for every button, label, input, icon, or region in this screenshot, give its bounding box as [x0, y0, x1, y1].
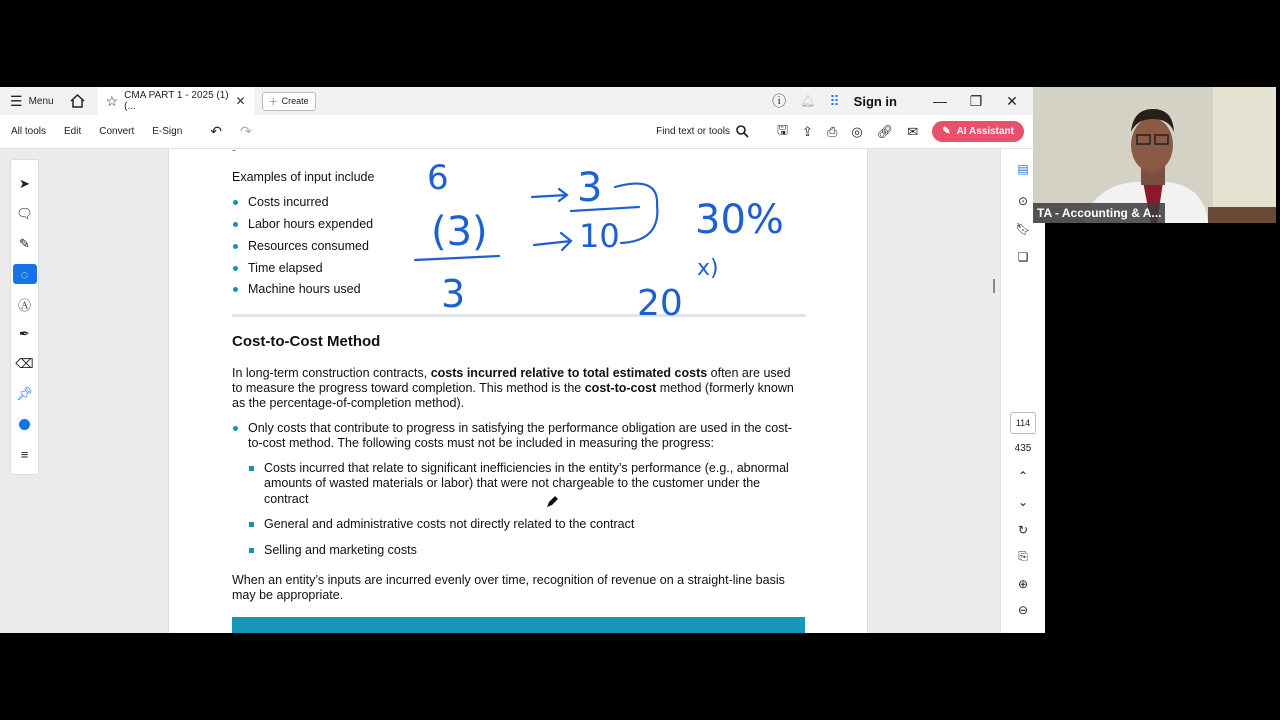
- close-tab-icon[interactable]: ✕: [235, 94, 246, 108]
- ai-icon: ✎: [942, 126, 951, 137]
- section-heading: Cost-to-Cost Method: [232, 333, 381, 350]
- color-picker-icon[interactable]: [13, 414, 37, 434]
- document-tab[interactable]: [98, 87, 254, 115]
- bullet-dot: [233, 426, 238, 431]
- sub-bullet-square: [249, 522, 254, 527]
- highlight-pen-icon[interactable]: ✎: [19, 236, 30, 251]
- create-label: Create: [281, 96, 309, 106]
- examples-intro: Examples of input include: [232, 170, 375, 184]
- total-pages: 435: [1014, 443, 1032, 454]
- all-tools-button[interactable]: All tools: [11, 126, 47, 137]
- paragraph-1-line-1: In long-term construction contracts, costs incurred relative to total estimated costs often are used: [232, 366, 791, 380]
- arrow-1: [532, 189, 567, 201]
- find-text-button[interactable]: [656, 125, 749, 138]
- ink-20: 20: [637, 283, 683, 320]
- input-item: Time elapsed: [248, 261, 323, 275]
- bullet-dot: [233, 222, 238, 227]
- clipped-line: -: [232, 143, 237, 157]
- bullet-1-line-1: Only costs that contribute to progress in satisfying the performance obligation are used in the cost-: [248, 421, 793, 435]
- pages-icon[interactable]: ❏: [1017, 250, 1029, 264]
- handwritten-annotations: [399, 145, 819, 320]
- tab-title: CMA PART 1 - 2025 (1) (...: [124, 90, 229, 112]
- bullet-1-line-2: to-cost method. The following costs must not be included in measuring the progress:: [248, 436, 714, 450]
- find-person-icon[interactable]: ◎: [851, 123, 863, 139]
- paragraph-2-line-1: When an entity’s inputs are incurred evenly over time, recognition of revenue on a straight-line basis: [232, 573, 785, 587]
- ink-3-under: 3: [441, 272, 466, 316]
- bullet-dot: [233, 266, 238, 271]
- tab-bar: [0, 87, 1033, 115]
- input-item: Costs incurred: [248, 195, 329, 209]
- link-icon[interactable]: 🔗︎: [876, 123, 894, 139]
- sub-bullet-square: [249, 548, 254, 553]
- sign-in-button[interactable]: Sign in: [853, 93, 897, 109]
- comments-panel-icon[interactable]: ▤: [1017, 162, 1029, 176]
- eraser-icon[interactable]: ⌫: [15, 356, 34, 371]
- webcam-label: TA - Accounting & A...: [1033, 203, 1165, 223]
- sub-bullet-1-line-3: contract: [264, 492, 309, 506]
- left-tool-rail: [10, 159, 39, 475]
- refresh-icon[interactable]: ↻: [1017, 523, 1029, 537]
- chevron-up-icon[interactable]: ⌃: [1017, 469, 1029, 483]
- webcam-overlay: [1033, 87, 1276, 223]
- arrow-2: [534, 233, 571, 250]
- page-fit-icon[interactable]: ⎘: [1018, 548, 1028, 563]
- esign-button[interactable]: E-Sign: [152, 126, 183, 137]
- home-icon[interactable]: [64, 94, 92, 108]
- ink-30-pct: 30%: [695, 197, 784, 243]
- text-box-icon[interactable]: Ⓐ: [17, 297, 31, 313]
- search-icon: [736, 125, 749, 138]
- menu-button[interactable]: [0, 87, 64, 115]
- zoom-out-icon[interactable]: ⊖: [1017, 603, 1029, 617]
- ink-3-paren: (3): [431, 209, 488, 255]
- notification-bell-icon[interactable]: 🔔︎: [800, 94, 816, 108]
- pdf-page: [168, 143, 868, 633]
- redo-icon[interactable]: ↷: [240, 123, 252, 139]
- example-box-header: [232, 617, 805, 633]
- bookmark-icon[interactable]: 🔖︎: [1015, 222, 1031, 236]
- find-label: Find text or tools: [656, 126, 731, 137]
- minimize-icon[interactable]: —: [933, 93, 947, 109]
- sub-bullet-1-line-1: Costs incurred that relate to significant inefficiencies in the entity’s performance (e.g., abnormal: [264, 461, 789, 475]
- sub-bullet-1-line-2: amounts of wasted materials or labor) that were not chargeable to the customer under the: [264, 476, 761, 490]
- pin-icon[interactable]: 📌︎: [16, 386, 33, 401]
- edit-button[interactable]: Edit: [64, 126, 82, 137]
- plus-icon: ＋: [268, 96, 278, 107]
- bracket-curve: [615, 184, 657, 243]
- ai-assistant-button[interactable]: [932, 121, 1024, 142]
- stroke-width-icon[interactable]: ≡: [20, 446, 29, 462]
- search-doc-icon[interactable]: ⊙: [1017, 194, 1029, 208]
- pdf-app-window: [0, 87, 1045, 633]
- bullet-dot: [233, 244, 238, 249]
- input-item: Resources consumed: [248, 239, 369, 253]
- main-toolbar: [0, 115, 1033, 149]
- email-icon[interactable]: ✉: [907, 123, 919, 139]
- chevron-down-icon[interactable]: ⌄: [1017, 495, 1029, 509]
- input-item: Machine hours used: [248, 282, 361, 296]
- restore-icon[interactable]: ❐: [969, 92, 983, 109]
- bullet-dot: [233, 200, 238, 205]
- sub-bullet-3: Selling and marketing costs: [264, 543, 417, 557]
- ink-frac-num: 3: [577, 165, 603, 211]
- paragraph-2-line-2: may be appropriate.: [232, 588, 344, 602]
- comment-icon[interactable]: 🗨︎: [16, 206, 33, 221]
- ai-assistant-label: AI Assistant: [956, 126, 1014, 137]
- sign-pen-icon[interactable]: ✒: [19, 326, 30, 341]
- paragraph-1-line-2: to measure the progress toward completion. This method is the cost-to-cost method (formerly known: [232, 381, 794, 395]
- vertical-scrollbar-thumb[interactable]: [993, 279, 995, 293]
- undo-icon[interactable]: ↶: [210, 123, 223, 139]
- ink-frac-den: 10: [579, 217, 620, 255]
- division-line: [415, 256, 499, 260]
- zoom-in-icon[interactable]: ⊕: [1017, 577, 1029, 591]
- hamburger-icon: ☰: [10, 92, 23, 109]
- sub-bullet-square: [249, 466, 254, 471]
- pen-cursor-icon: [545, 495, 559, 509]
- bullet-dot: [233, 287, 238, 292]
- save-icon[interactable]: 🖫: [777, 121, 789, 137]
- help-icon[interactable]: ⓘ: [772, 93, 787, 109]
- ink-6: 6: [427, 158, 449, 198]
- current-page-input[interactable]: 114: [1010, 412, 1036, 434]
- apps-grid-icon[interactable]: ⠿: [829, 92, 840, 109]
- sub-bullet-2: General and administrative costs not directly related to the contract: [264, 517, 635, 531]
- close-window-icon[interactable]: ✕: [1006, 92, 1018, 109]
- create-button[interactable]: [262, 92, 316, 111]
- input-item: Labor hours expended: [248, 217, 374, 231]
- paragraph-1-line-3: as the percentage-of-completion method).: [232, 396, 465, 410]
- ink-x: x): [697, 256, 719, 281]
- document-area[interactable]: [0, 143, 1000, 633]
- menu-label: Menu: [28, 95, 54, 107]
- lasso-draw-icon[interactable]: ◌: [13, 264, 37, 284]
- upload-cloud-icon[interactable]: ⇪: [802, 123, 814, 139]
- star-icon[interactable]: ☆: [105, 92, 119, 109]
- print-icon[interactable]: ⎙: [827, 123, 838, 139]
- convert-button[interactable]: Convert: [99, 126, 135, 137]
- select-cursor-icon[interactable]: ➤: [19, 176, 30, 191]
